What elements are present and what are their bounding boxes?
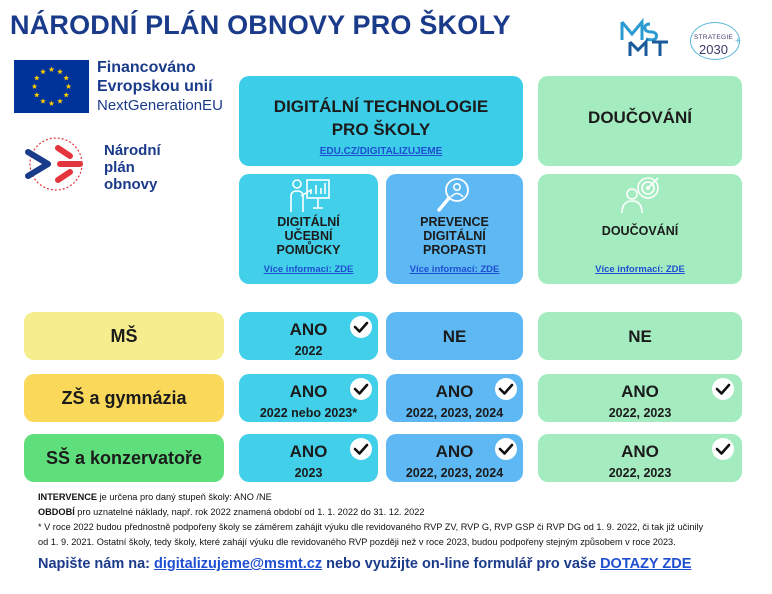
cell-answer: NE — [628, 327, 652, 346]
npo-line-3: obnovy — [104, 176, 158, 193]
checkmark-icon — [712, 438, 734, 460]
eu-star-icon — [40, 98, 46, 103]
cell-years: 2022, 2023, 2024 — [405, 466, 504, 480]
eu-star-icon — [66, 84, 72, 89]
cell-answer: ANO — [435, 382, 474, 401]
eu-star-icon — [57, 69, 63, 74]
npo-line-2: plán — [104, 159, 135, 176]
cell-ss-teaching-aids — [239, 434, 378, 482]
cell-years: 2022, 2023 — [608, 466, 672, 480]
eu-line-3: NextGenerationEU — [97, 97, 223, 114]
cell-answer: ANO — [621, 442, 659, 461]
digital-technology-box — [239, 76, 523, 166]
tutoring-title: DOUČOVÁNÍ — [588, 108, 692, 127]
eu-star-icon — [34, 75, 40, 80]
cell-ss-divide-prevention — [386, 434, 523, 482]
cell-years: 2022 nebo 2023* — [259, 406, 358, 420]
tutoring-header-box — [538, 76, 742, 166]
divide-prevention-line-3: PROPASTI — [423, 243, 486, 257]
contact-footer — [38, 556, 691, 572]
row-label-zs — [24, 374, 224, 422]
npo-line-1: Národní — [104, 142, 161, 159]
eu-star-icon — [63, 75, 69, 80]
checkmark-icon — [350, 378, 372, 400]
presentation-icon — [287, 176, 331, 214]
teaching-aids-line-2: UČEBNÍ — [284, 229, 333, 243]
cell-answer: ANO — [289, 320, 328, 339]
cell-ms-divide-prevention — [386, 312, 523, 360]
row-label-text: MŠ — [110, 326, 138, 346]
questions-link[interactable]: DOTAZY ZDE — [600, 556, 692, 572]
edu-digitalizujeme-link[interactable]: EDU.CZ/DIGITALIZUJEME — [319, 146, 443, 157]
cell-answer: ANO — [621, 382, 659, 401]
eu-star-icon — [49, 67, 55, 72]
npo-logo-text — [104, 142, 161, 193]
eu-star-icon — [34, 92, 40, 97]
eu-star-icon — [49, 101, 55, 106]
eu-star-icon — [63, 92, 69, 97]
npo-logo-icon — [20, 134, 92, 194]
note-intervention-bold: INTERVENCE — [38, 492, 98, 502]
cell-answer: NE — [442, 327, 467, 346]
divide-prevention-line-1: PREVENCE — [420, 215, 489, 229]
divide-prevention-more-info-link[interactable]: Více informací: ZDE — [409, 264, 500, 275]
magnifier-person-icon — [433, 176, 477, 214]
eu-funding-text — [97, 58, 223, 115]
digital-teaching-aids-box — [239, 174, 378, 284]
tutoring-detail-box — [538, 174, 742, 284]
msmt-logo — [618, 18, 672, 58]
cell-years: 2022, 2023 — [608, 406, 672, 420]
cell-ms-tutoring — [538, 312, 742, 360]
email-link[interactable]: digitalizujeme@msmt.cz — [154, 556, 323, 572]
cell-zs-teaching-aids — [239, 374, 378, 422]
digital-divide-prevention-box — [386, 174, 523, 284]
teaching-aids-line-3: POMŮCKY — [276, 243, 341, 257]
checkmark-icon — [350, 316, 372, 338]
strategie-year: 2030 — [699, 42, 728, 57]
footer-middle: nebo využijte on-line formulář pro vaše — [322, 556, 601, 572]
note-period — [38, 505, 760, 520]
digital-title-line-1: DIGITÁLNÍ TECHNOLOGIE — [273, 97, 489, 116]
row-label-ss — [24, 434, 224, 482]
row-label-ms — [24, 312, 224, 360]
strategie-plus: + — [735, 36, 741, 47]
eu-star-icon — [32, 84, 38, 89]
note-period-bold: OBDOBÍ — [38, 507, 75, 517]
tutoring-detail-label: DOUČOVÁNÍ — [601, 224, 679, 238]
eu-star-icon — [40, 69, 46, 74]
tutoring-more-info-link[interactable]: Více informací: ZDE — [595, 264, 685, 275]
eu-flag-icon — [14, 60, 89, 113]
cell-ss-tutoring — [538, 434, 742, 482]
checkmark-icon — [350, 438, 372, 460]
eu-star-icon — [57, 98, 63, 103]
eu-line-2: Evropskou unií — [97, 78, 213, 95]
checkmark-icon — [712, 378, 734, 400]
digital-title-line-2: PRO ŠKOLY — [331, 120, 431, 139]
cell-years: 2023 — [294, 466, 323, 480]
page-title: NÁRODNÍ PLÁN OBNOVY PRO ŠKOLY — [10, 10, 511, 40]
cell-answer: ANO — [435, 442, 474, 461]
note-asterisk-line-1: * V roce 2022 budou přednostně podpořeny školy se záměrem zahájit výuku dle revidovaného RVP ZV, RVP G, RVP GSP či RVP DG od 1. 9. 2022, či tak již učinily — [38, 522, 704, 532]
cell-zs-tutoring — [538, 374, 742, 422]
cell-years: 2022 — [294, 344, 323, 358]
note-period-text: pro uznatelné náklady, např. rok 2022 znamená období od 1. 1. 2022 do 31. 12. 2022 — [74, 507, 425, 517]
checkmark-icon — [495, 438, 517, 460]
eu-line-1: Financováno — [97, 59, 196, 76]
row-label-text: SŠ a konzervatoře — [45, 448, 203, 468]
footnotes — [38, 490, 760, 550]
cell-answer: ANO — [289, 442, 328, 461]
cell-zs-divide-prevention — [386, 374, 523, 422]
note-intervention-text: je určena pro daný stupeň školy: ANO /NE — [97, 492, 272, 502]
teaching-aids-line-1: DIGITÁLNÍ — [277, 215, 340, 229]
cell-years: 2022, 2023, 2024 — [405, 406, 504, 420]
cell-ms-teaching-aids — [239, 312, 378, 360]
cell-answer: ANO — [289, 382, 328, 401]
target-person-icon — [618, 176, 662, 214]
strategie-2030-logo — [686, 14, 746, 62]
divide-prevention-line-2: DIGITÁLNÍ — [423, 229, 486, 243]
note-intervention — [38, 490, 760, 505]
footer-prefix: Napište nám na: — [38, 556, 155, 572]
strategie-label: STRATEGIE — [694, 34, 734, 41]
note-asterisk-line-2: od 1. 9. 2021. Ostatní školy, tedy školy, které zahájí výuku dle revidovaného RVP později než v roce 2023, budou podpořeny stejným způsobem v roce 2023. — [38, 537, 676, 547]
row-label-text: ZŠ a gymnázia — [61, 388, 187, 408]
checkmark-icon — [495, 378, 517, 400]
teaching-aids-more-info-link[interactable]: Více informací: ZDE — [263, 264, 354, 275]
